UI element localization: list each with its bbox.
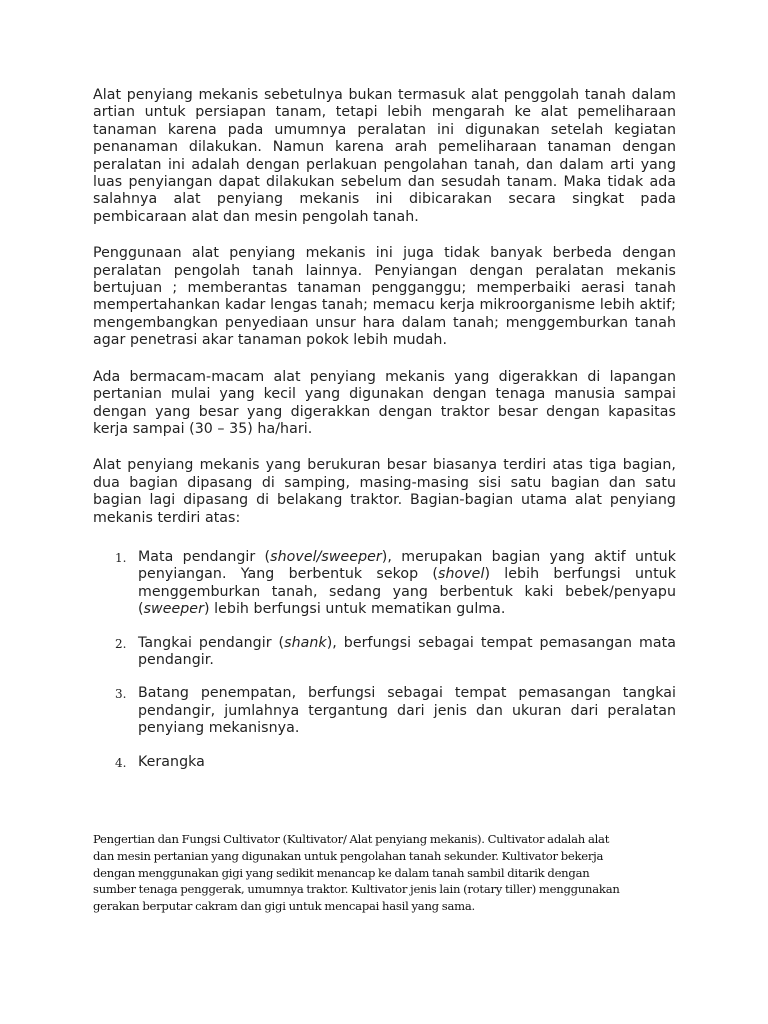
list-item-1 bbox=[93, 549, 676, 619]
definition-line: sumber tenaga penggerak, umumnya traktor. Kultivator jenis lain (rotary tiller) menggunakan bbox=[93, 882, 620, 897]
paragraph-2: Penggunaan alat penyiang mekanis ini juga tidak banyak berbeda dengan peralatan pengolah tanah lainnya. Penyiangan dengan peralatan mekanis bertujuan ; memberantas tanaman pengganggu; memperbaiki aerasi tanah mempertahankan kadar lengas tanah; memacu kerja mikroorganisme lebih aktif; mengembangkan penyediaan unsur hara dalam tanah; menggemburkan tanah agar penetrasi akar tanaman pokok lebih mudah. bbox=[93, 245, 676, 349]
list-number: 3. bbox=[115, 687, 127, 702]
list-number: 2. bbox=[115, 636, 127, 651]
list-number: 1. bbox=[115, 550, 127, 565]
list-text: Kerangka bbox=[138, 753, 205, 770]
list-item-4 bbox=[93, 754, 676, 771]
definition-line: dan mesin pertanian yang digunakan untuk pengolahan tanah sekunder. Kultivator bekerja bbox=[93, 848, 604, 863]
parts-list bbox=[93, 549, 676, 771]
list-term: shank bbox=[284, 634, 327, 651]
list-text: ), merupakan bagian yang aktif untuk penyiangan. Yang berbentuk sekop ( bbox=[138, 548, 676, 583]
list-text: ), berfungsi sebagai tempat pemasangan mata pendangir. bbox=[138, 634, 676, 668]
main-text-block bbox=[93, 87, 676, 787]
list-text: ) lebih berfungsi untuk mematikan gulma. bbox=[203, 601, 506, 618]
list-item-3 bbox=[93, 685, 676, 737]
definition-line: gerakan berputar cakram dan gigi untuk mencapai hasil yang sama. bbox=[93, 899, 475, 914]
list-number: 4. bbox=[115, 755, 127, 770]
list-text: Batang penempatan, berfungsi sebagai tempat pemasangan tangkai pendangir, jumlahnya tergantung dari jenis dan ukuran dari peralatan penyiang mekanisnya. bbox=[138, 685, 676, 737]
paragraph-4: Alat penyiang mekanis yang berukuran besar biasanya terdiri atas tiga bagian, dua bagian dipasang di samping, masing-masing sisi satu bagian dan satu bagian lagi dipasang di belakang traktor. Bagian-bagian utama alat penyiang mekanis terdiri atas: bbox=[93, 457, 676, 526]
list-text: Tangkai pendangir ( bbox=[138, 634, 285, 651]
list-term: shovel/sweeper bbox=[270, 548, 382, 565]
cultivator-definition bbox=[93, 831, 676, 915]
definition-line: Pengertian dan Fungsi Cultivator (Kultivator/ Alat penyiang mekanis). Cultivator adalah alat bbox=[93, 832, 610, 846]
list-term: sweeper bbox=[143, 601, 204, 618]
list-text: Mata pendangir ( bbox=[138, 548, 271, 565]
paragraph-3: Ada bermacam-macam alat penyiang mekanis yang digerakkan di lapangan pertanian mulai yang kecil yang digunakan dengan tenaga manusia sampai dengan yang besar yang digerakkan dengan traktor besar dengan kapasitas kerja sampai (30 – 35) ha/hari. bbox=[93, 368, 676, 437]
list-term: shovel bbox=[438, 566, 485, 583]
list-text: ) lebih berfungsi untuk menggemburkan tanah, sedang yang berbentuk kaki bebek/penyapu ( bbox=[138, 566, 676, 618]
paragraph-1: Alat penyiang mekanis sebetulnya bukan termasuk alat penggolah tanah dalam artian untuk persiapan tanam, tetapi lebih mengarah ke alat pemeliharaan tanaman karena pada umumnya peralatan ini digunakan setelah kegiatan penanaman dilakukan. Namun karena arah pemeliharaan tanaman dengan peralatan ini adalah dengan perlakuan pengolahan tanah, dan dalam arti yang luas penyiangan dapat dilakukan sebelum dan sesudah tanam. Maka tidak ada salahnya alat penyiang mekanis ini dibicarakan secara singkat pada pembicaraan alat dan mesin pengolah tanah. bbox=[93, 87, 676, 225]
list-item-2 bbox=[93, 635, 676, 670]
definition-line: dengan menggunakan gigi yang sedikit menancap ke dalam tanah sambil ditarik dengan bbox=[93, 865, 590, 880]
